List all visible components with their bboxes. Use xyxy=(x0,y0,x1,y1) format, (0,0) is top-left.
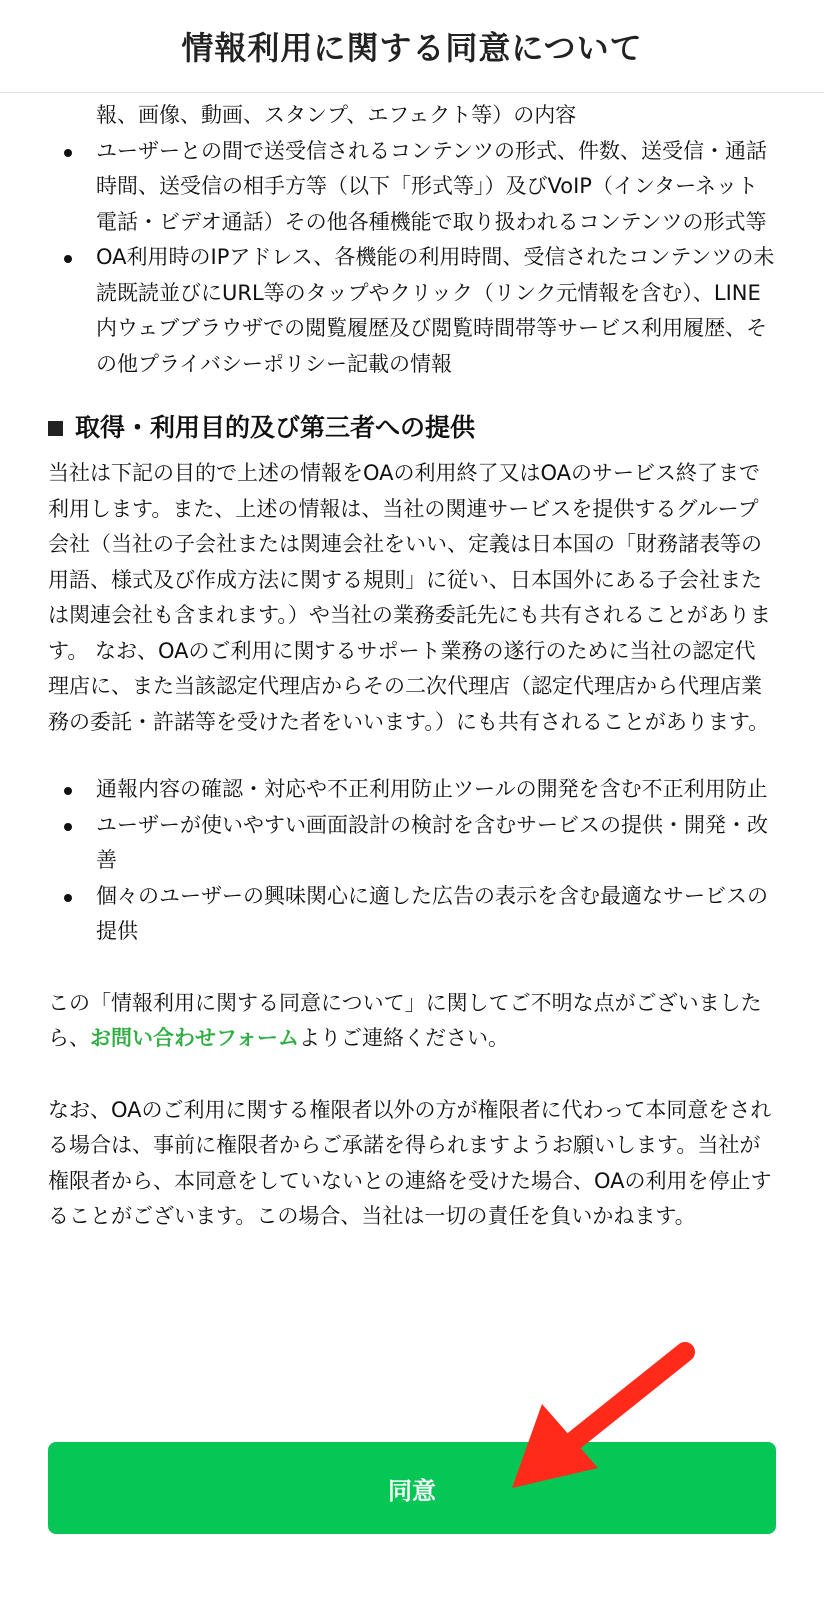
agree-button-label: 同意 xyxy=(388,1476,436,1505)
consent-content[interactable] xyxy=(48,92,776,1392)
red-arrow-icon xyxy=(500,1340,700,1500)
bullet-icon xyxy=(64,255,72,263)
bullet-icon xyxy=(64,894,72,902)
contact-form-link[interactable]: お問い合わせフォーム xyxy=(90,1026,299,1050)
page-title: 情報利用に関する同意について xyxy=(181,29,643,67)
square-bullet-icon xyxy=(48,421,63,436)
header xyxy=(0,0,824,93)
list-item: 報、画像、動画、スタンプ、エフェクト等）の内容 xyxy=(96,103,577,127)
bullet-icon xyxy=(64,149,72,157)
section-title: 取得・利用目的及び第三者への提供 xyxy=(48,410,776,446)
section-paragraph: 当社は下記の目的で上述の情報をOAの利用終了又はOAのサービス終了まで利用します。また、上述の情報は、当社の関連サービスを提供するグループ会社（当社の子会社または関連会社をいい、定義は日本国の「財務諸表等の用語、様式及び作成方法に関する規則」に従い、日本国外にある子会社または関連会社も含まれます。）や当社の業務委託先にも共有されることがあります。 なお、OAのご利用に関するサポート業務の遂行のために当社の認定代理店に、また当該認定代理店からその二次代理店（認定代理店から代理店業務の委託・許諾等を受けた者をいいます。）にも共有されることがあります。 xyxy=(48,461,771,734)
info-list xyxy=(48,98,776,382)
purpose-list xyxy=(48,772,776,950)
bullet-icon xyxy=(64,823,72,831)
list-item: ユーザーが使いやすい画面設計の検討を含むサービスの提供・開発・改善 xyxy=(48,808,776,879)
list-item: ユーザーとの間で送受信されるコンテンツの形式、件数、送受信・通話時間、送受信の相手方等（以下「形式等」）及びVoIP（インターネット電話・ビデオ通話）その他各種機能で取り扱われるコンテンツの形式等 xyxy=(48,134,776,241)
contact-paragraph: この「情報利用に関する同意について」に関してご不明な点がございましたら、お問い合わせフォームよりご連絡ください。 xyxy=(48,990,762,1050)
list-item: OA利用時のIPアドレス、各機能の利用時間、受信されたコンテンツの未読既読並びにURL等のタップやクリック（リンク元情報を含む）、LINE内ウェブブラウザでの閲覧履歴及び閲覧時間帯等サービス利用履歴、その他プライバシーポリシー記載の情報 xyxy=(48,240,776,382)
bullet-icon xyxy=(64,787,72,795)
list-item: 通報内容の確認・対応や不正利用防止ツールの開発を含む不正利用防止 xyxy=(48,772,776,808)
notice-paragraph: なお、OAのご利用に関する権限者以外の方が権限者に代わって本同意をされる場合は、事前に権限者からご承諾を得られますようお願いします。当社が権限者から、本同意をしていないとの連絡を受けた場合、OAの利用を停止することがございます。この場合、当社は一切の責任を負いかねます。 xyxy=(48,1097,772,1228)
list-item: 個々のユーザーの興味関心に適した広告の表示を含む最適なサービスの提供 xyxy=(48,879,776,950)
